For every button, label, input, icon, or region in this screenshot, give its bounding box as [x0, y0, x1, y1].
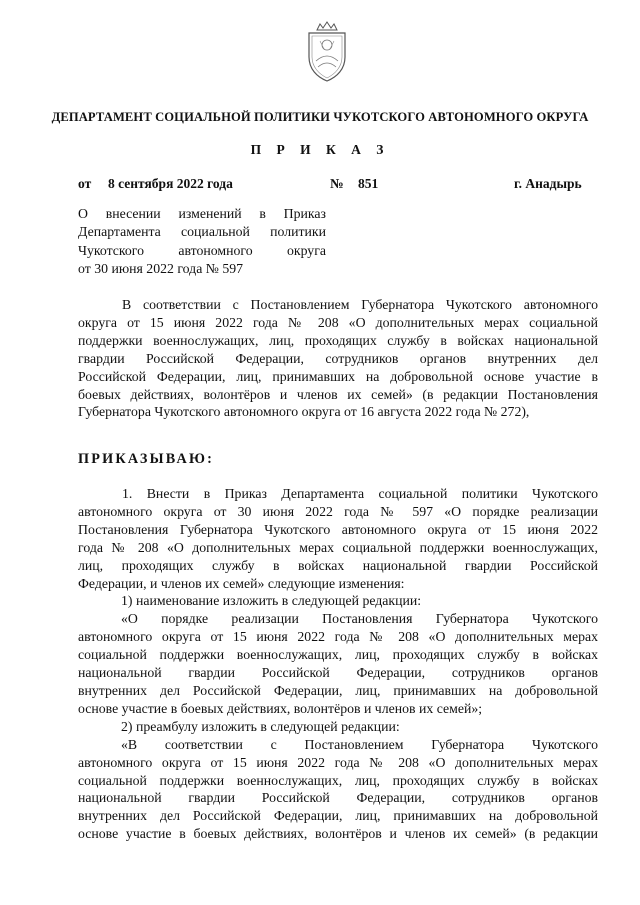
department-title: ДЕПАРТАМЕНТ СОЦИАЛЬНОЙ ПОЛИТИКИ ЧУКОТСКОГО АВТОНОМНОГО ОКРУГА: [51, 110, 589, 124]
number-label: №: [330, 176, 344, 191]
body-line: Федерации, и членов их семей» следующие изменения:: [78, 575, 405, 591]
preamble-line: Российской Федерации, лиц, принимавших на добровольной основе участие в: [78, 368, 598, 384]
body-line: основе участие в боевых действиях, волонтёров и членов их семей» (в редакции: [78, 826, 598, 842]
body-line: социальной поддержки военнослужащих, лиц, проходящих службу в войсках: [78, 772, 598, 788]
preamble-line: боевых действиях, волонтёров и членов их семей» (в редакции Постановления: [78, 386, 598, 402]
subject-line: Чукотского автономного округа: [78, 242, 326, 258]
preamble-line: гвардии Российской Федерации, сотрудников органов внутренних дел: [78, 350, 598, 366]
document-type: П Р И К А З: [250, 142, 390, 157]
order-heading: ПРИКАЗЫВАЮ:: [78, 451, 215, 467]
city: г. Анадырь: [514, 176, 582, 191]
body-line: внутренних дел Российской Федерации, лиц, принимавших на добровольной: [78, 682, 598, 698]
coat-of-arms-icon: [301, 21, 353, 83]
body-line: года № 208 «О дополнительных мерах социальной поддержки военнослужащих,: [78, 539, 598, 555]
body-line: «В соответствии с Постановлением Губернатора Чукотского: [121, 736, 598, 752]
body-line: 2) преамбулу изложить в следующей редакции:: [121, 718, 400, 734]
subject-line: О внесении изменений в Приказ: [78, 206, 326, 221]
body-line: автономного округа от 15 июня 2022 года № 208 «О дополнительных мерах: [78, 629, 598, 645]
date-prefix: от: [78, 176, 92, 191]
preamble-line: поддержки военнослужащих, лиц, проходящих службу в войсках национальной: [78, 332, 598, 348]
order-subject: [78, 205, 326, 278]
subject-line: от 30 июня 2022 года № 597: [78, 260, 244, 276]
order-number: 851: [358, 176, 379, 191]
preamble-line: Губернатора Чукотского автономного округа от 16 августа 2022 года № 272),: [78, 404, 530, 420]
preamble-line: В соответствии с Постановлением Губернатора Чукотского автономного: [122, 297, 598, 312]
body-line: автономного округа от 30 июня 2022 года № 597 «О порядке реализации: [78, 503, 598, 519]
preamble: [78, 296, 598, 421]
body-line: основе участие в боевых действиях, волонтёров и членов их семей»;: [78, 700, 483, 716]
body-line: 1. Внести в Приказ Департамента социальной политики Чукотского: [122, 486, 598, 501]
order-body: [78, 485, 598, 843]
body-line: национальной гвардии Российской Федерации, сотрудников органов: [78, 665, 598, 681]
body-line: Постановления Губернатора Чукотского автономного округа от 15 июня 2022: [78, 521, 598, 537]
subject-line: Департамента социальной политики: [78, 224, 326, 240]
preamble-line: округа от 15 июня 2022 года № 208 «О дополнительных мерах социальной: [78, 314, 598, 330]
body-line: 1) наименование изложить в следующей редакции:: [121, 593, 422, 609]
order-date: 8 сентября 2022 года: [108, 176, 233, 191]
body-line: внутренних дел Российской Федерации, лиц, принимавших на добровольной: [78, 808, 598, 824]
body-line: социальной поддержки военнослужащих, лиц, проходящих службу в войсках: [78, 647, 598, 663]
body-line: «О порядке реализации Постановления Губернатора Чукотского: [121, 611, 598, 627]
body-line: автономного округа от 15 июня 2022 года № 208 «О дополнительных мерах: [78, 754, 598, 770]
body-line: лиц, проходящих службу в войсках национальной гвардии Российской: [78, 557, 598, 573]
body-line: национальной гвардии Российской Федерации, сотрудников органов: [78, 790, 598, 806]
